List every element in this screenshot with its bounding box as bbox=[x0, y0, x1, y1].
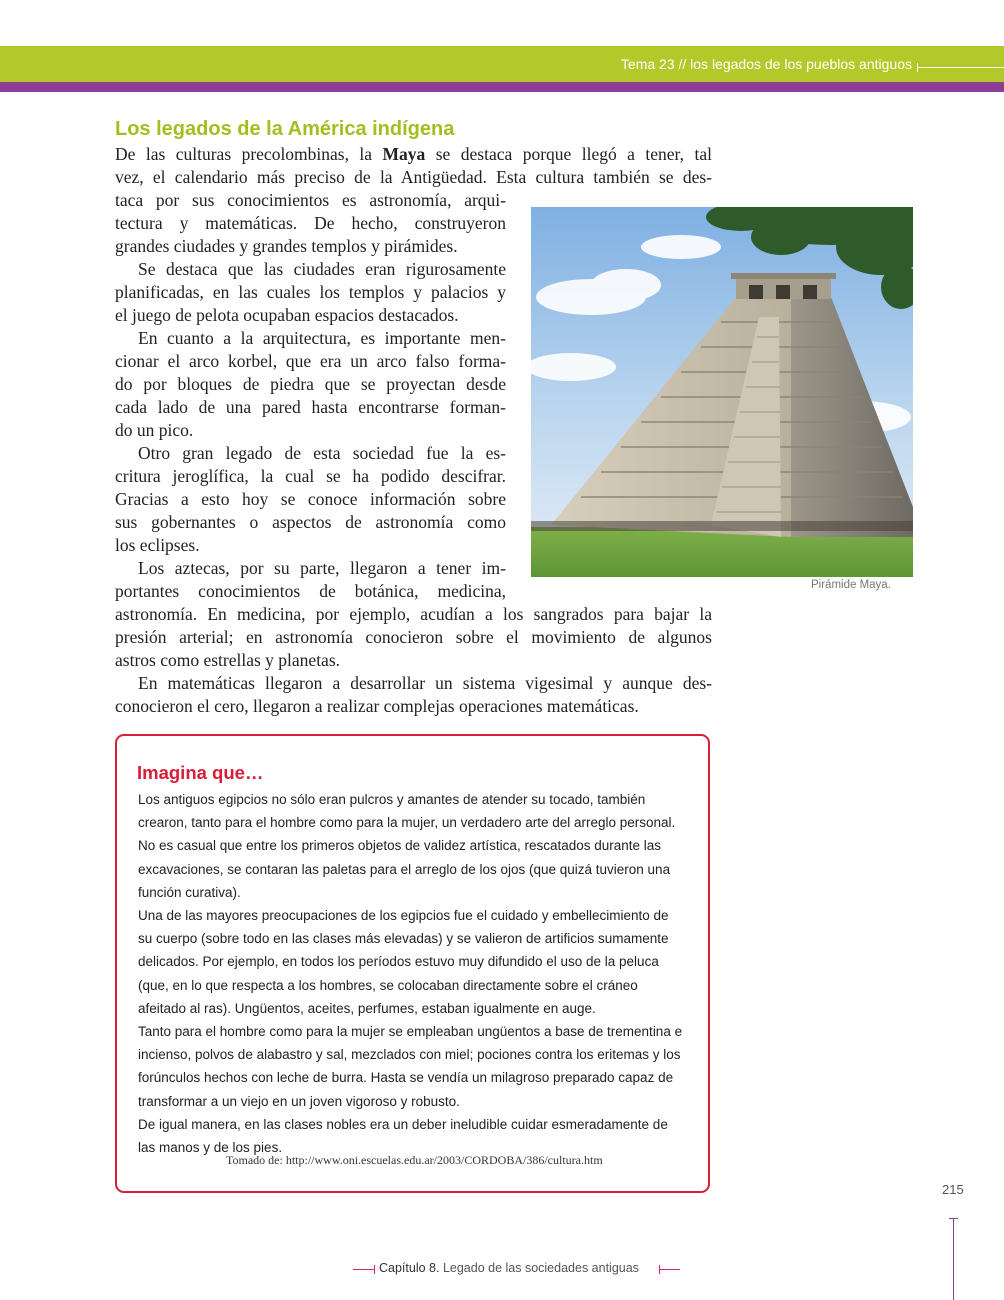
footer-right-line bbox=[659, 1269, 680, 1270]
box-line: Los antiguos egipcios no sólo eran pulcros y amantes de atender su tocado, también bbox=[138, 792, 646, 807]
body-line: astronomía. En medicina, por ejemplo, acudían a los sangrados para bajar la bbox=[115, 604, 712, 624]
body-line: En matemáticas llegaron a desarrollar un sistema vigesimal y aunque des- bbox=[138, 673, 712, 693]
body-line: do un pico. bbox=[115, 420, 194, 440]
topic-label: Tema 23 // los legados de los pueblos antiguos bbox=[620, 56, 912, 72]
body-line: portantes conocimientos de botánica, medicina, bbox=[115, 581, 506, 601]
box-line: Una de las mayores preocupaciones de los egipcios fue el cuidado y embellecimiento de bbox=[138, 908, 669, 924]
body-line: critura jeroglífica, la cual se ha podido descifrar. bbox=[115, 466, 506, 486]
box-line: Tanto para el hombre como para la mujer se empleaban ungüentos a base de trementina e bbox=[138, 1024, 683, 1040]
pyramid-illustration bbox=[531, 207, 913, 577]
margin-line bbox=[953, 1218, 954, 1300]
topic-line bbox=[917, 67, 1004, 68]
body-line: vez, el calendario más preciso de la Antigüedad. Esta cultura también se des- bbox=[115, 167, 712, 187]
body-line: planificadas, en las cuales los templos y palacios y bbox=[115, 282, 506, 302]
body-line: Gracias a esto hoy se conoce información sobre bbox=[115, 489, 506, 509]
box-line: excavaciones, se contaran las paletas para el arreglo de los ojos (que quizá tuvieron una bbox=[138, 861, 671, 877]
footer-left-line bbox=[353, 1269, 374, 1270]
body-line: do por bloques de piedra que se proyectan desde bbox=[115, 374, 506, 394]
box-line: (que, en lo que respecta a los hombres, se colocaban directamente sobre el cráneo bbox=[138, 977, 638, 993]
body-line bbox=[115, 143, 712, 166]
box-text bbox=[138, 788, 698, 1159]
pyramid-photo bbox=[531, 207, 913, 577]
box-line: función curativa). bbox=[138, 884, 241, 900]
box-title: Imagina que… bbox=[137, 762, 264, 783]
box-line: No es casual que entre los primeros objetos de validez artística, rescatados durante las bbox=[138, 838, 662, 854]
box-line: De igual manera, en las clases nobles era un deber ineludible cuidar esmeradamente de bbox=[138, 1116, 668, 1132]
box-line: su cuerpo (sobre todo en las clases más elevadas) y se valieron de artificios sumamente bbox=[138, 931, 669, 947]
body-line: En cuanto a la arquitectura, es importante men- bbox=[138, 328, 506, 348]
body-line: conocieron el cero, llegaron a realizar complejas operaciones matemáticas. bbox=[115, 696, 639, 716]
chapter-title: Legado de las sociedades antiguas bbox=[439, 1261, 639, 1275]
section-title: Los legados de la América indígena bbox=[115, 118, 455, 140]
box-line: delicados. Por ejemplo, en todos los períodos estuvo muy difundido el uso de la peluca bbox=[138, 954, 659, 970]
body-line: Los aztecas, por su parte, llegaron a tener im- bbox=[138, 558, 506, 578]
body-line: grandes ciudades y grandes templos y pirámides. bbox=[115, 236, 458, 256]
body-line: astros como estrellas y planetas. bbox=[115, 650, 341, 670]
body-line: presión arterial; en astronomía conocieron sobre el movimiento de algunos bbox=[115, 627, 712, 647]
figure-caption: Pirámide Maya. bbox=[811, 579, 891, 591]
chapter-number: Capítulo 8. bbox=[379, 1261, 440, 1275]
body-line: cionar el arco korbel, que era un arco falso forma- bbox=[115, 351, 506, 371]
source-citation: Tomado de: http://www.oni.escuelas.edu.ar/2003/CORDOBA/386/cultura.htm bbox=[226, 1153, 603, 1167]
body-line: Otro gran legado de esta sociedad fue la es- bbox=[138, 443, 506, 463]
footer-left-tick bbox=[374, 1265, 375, 1274]
box-line: forúnculos hechos con leche de burra. Hasta se vendía un milagroso preparado capaz de bbox=[138, 1070, 674, 1086]
body-text: se destaca porque llegó a tener, tal bbox=[425, 144, 712, 164]
box-line: transformar a un viejo en un joven vigoroso y robusto. bbox=[138, 1093, 460, 1109]
body-line: cada lado de una pared hasta encontrarse forman- bbox=[115, 397, 506, 417]
body-line: el juego de pelota ocupaban espacios destacados. bbox=[115, 305, 459, 325]
header-purple-bar bbox=[0, 82, 1004, 92]
box-line: afeitado al ras). Ungüentos, aceites, perfumes, estaban igualmente en auge. bbox=[138, 1000, 596, 1016]
body-text: De las culturas precolombinas, la bbox=[115, 144, 383, 164]
body-line: tectura y matemáticas. De hecho, construyeron bbox=[115, 213, 506, 233]
footer-chapter bbox=[379, 1261, 639, 1275]
page-number: 215 bbox=[942, 1182, 964, 1197]
box-line: incienso, polvos de alabastro y sal, mezclados con miel; pociones contra los eritemas y los bbox=[138, 1047, 681, 1063]
body-line: Se destaca que las ciudades eran rigurosamente bbox=[138, 259, 506, 279]
body-line: sus gobernantes o aspectos de astronomía como bbox=[115, 512, 506, 532]
body-bold-maya: Maya bbox=[382, 144, 426, 164]
box-line: crearon, tanto para el hombre como para la mujer, un verdadero arte del arreglo personal. bbox=[138, 815, 676, 831]
body-line: los eclipses. bbox=[115, 535, 200, 555]
body-line: taca por sus conocimientos es astronomía, arqui- bbox=[115, 190, 506, 210]
box-line: las manos y de los pies. bbox=[138, 1140, 283, 1156]
